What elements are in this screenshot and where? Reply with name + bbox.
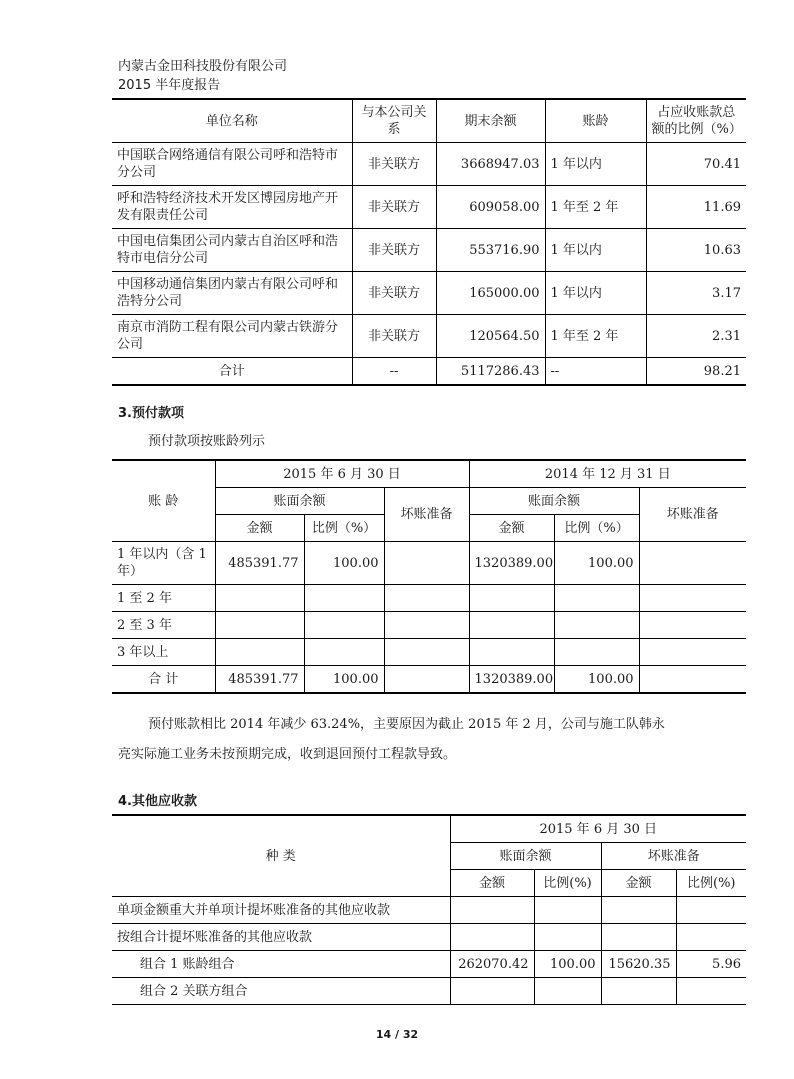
cell-name: 中国移动通信集团内蒙古有限公司呼和浩特分公司	[112, 272, 352, 315]
header-period-2015: 2015 年 6 月 30 日	[215, 460, 469, 488]
cell-amount-2014: 1320389.00	[469, 666, 554, 694]
header-name: 单位名称	[112, 99, 352, 143]
cell-age: 1 年至 2 年	[545, 186, 646, 229]
total-balance: 5117286.43	[436, 358, 545, 386]
cell-ratio-2015: 100.00	[304, 666, 384, 694]
header-amount-2014: 金额	[469, 515, 554, 542]
cell-age: 1 至 2 年	[112, 585, 215, 612]
total-ratio: 98.21	[646, 358, 746, 386]
table-row	[112, 924, 746, 951]
section-3-subtitle: 预付款项按账龄列示	[148, 434, 266, 449]
cell-relation: 非关联方	[352, 143, 436, 186]
cell-ratio: 11.69	[646, 186, 746, 229]
cell-balance: 553716.90	[436, 229, 545, 272]
header-age: 账龄	[545, 99, 646, 143]
cell-ratio: 100.00	[534, 951, 601, 978]
header-balance: 期末余额	[436, 99, 545, 143]
header-bad-amount: 金额	[601, 870, 676, 897]
cell-bad-amount	[601, 978, 676, 1005]
table-row	[112, 315, 746, 358]
header-category: 种 类	[112, 815, 450, 897]
cell-age: 合 计	[112, 666, 215, 694]
cell-bad-ratio	[676, 897, 746, 924]
cell-bad-debt-2015	[384, 612, 469, 639]
cell-ratio	[534, 978, 601, 1005]
section-4-title: 4.其他应收款	[118, 794, 197, 809]
cell-name: 呼和浩特经济技术开发区博园房地产开发有限责任公司	[112, 186, 352, 229]
cell-age: 2 至 3 年	[112, 612, 215, 639]
cell-bad-debt-2014	[639, 542, 746, 585]
cell-ratio: 3.17	[646, 272, 746, 315]
cell-balance: 165000.00	[436, 272, 545, 315]
cell-age: 1 年以内（含 1 年）	[112, 542, 215, 585]
section-3-note-line-1: 预付账款相比 2014 年减少 63.24%，主要原因为截止 2015 年 2 月，公司与施工队韩永	[148, 717, 665, 732]
cell-ratio-2015: 100.00	[304, 542, 384, 585]
total-age: --	[545, 358, 646, 386]
header-bad-ratio: 比例(%)	[676, 870, 746, 897]
cell-category: 组合 1 账龄组合	[112, 951, 450, 978]
cell-amount: 262070.42	[450, 951, 534, 978]
cell-bad-amount	[601, 897, 676, 924]
header-book-balance-2015: 账面余额	[215, 488, 384, 515]
header-bad-debt-2014: 坏账准备	[639, 488, 746, 542]
cell-balance: 609058.00	[436, 186, 545, 229]
cell-amount	[450, 978, 534, 1005]
other-receivables-table	[112, 814, 746, 1005]
cell-balance: 120564.50	[436, 315, 545, 358]
cell-balance: 3668947.03	[436, 143, 545, 186]
cell-amount-2015: 485391.77	[215, 542, 304, 585]
cell-ratio-2014	[554, 585, 639, 612]
table-row	[112, 542, 746, 585]
cell-name: 中国联合网络通信有限公司呼和浩特市分公司	[112, 143, 352, 186]
cell-category: 按组合计提坏账准备的其他应收款	[112, 924, 450, 951]
cell-relation: 非关联方	[352, 315, 436, 358]
cell-bad-ratio	[676, 978, 746, 1005]
cell-bad-ratio: 5.96	[676, 951, 746, 978]
cell-bad-amount	[601, 924, 676, 951]
cell-bad-debt-2015	[384, 666, 469, 694]
table-row	[112, 951, 746, 978]
cell-relation: 非关联方	[352, 186, 436, 229]
cell-name: 南京市消防工程有限公司内蒙古铁游分公司	[112, 315, 352, 358]
cell-category: 组合 2 关联方组合	[112, 978, 450, 1005]
table-row	[112, 612, 746, 639]
table-row	[112, 897, 746, 924]
header-ratio-2014: 比例（%）	[554, 515, 639, 542]
cell-ratio-2014	[554, 612, 639, 639]
table-row	[112, 585, 746, 612]
section-3-title: 3.预付款项	[118, 406, 184, 421]
cell-amount	[450, 924, 534, 951]
cell-bad-debt-2015	[384, 585, 469, 612]
cell-ratio	[534, 924, 601, 951]
header-ratio: 比例(%)	[534, 870, 601, 897]
cell-age: 1 年以内	[545, 229, 646, 272]
header-period-2014: 2014 年 12 月 31 日	[469, 460, 746, 488]
table-row	[112, 639, 746, 666]
cell-name: 中国电信集团公司内蒙古自治区呼和浩特市电信分公司	[112, 229, 352, 272]
cell-bad-debt-2015	[384, 542, 469, 585]
cell-bad-debt-2014	[639, 585, 746, 612]
table-row	[112, 186, 746, 229]
cell-category: 单项金额重大并单项计提坏账准备的其他应收款	[112, 897, 450, 924]
total-row	[112, 666, 746, 694]
cell-age: 1 年以内	[545, 143, 646, 186]
table-row	[112, 978, 746, 1005]
header-ratio-2015: 比例（%）	[304, 515, 384, 542]
cell-age: 1 年以内	[545, 272, 646, 315]
cell-ratio-2015	[304, 639, 384, 666]
cell-amount-2015	[215, 585, 304, 612]
report-title: 2015 半年度报告	[118, 78, 221, 93]
header-ratio: 占应收账款总额的比例（%）	[646, 99, 746, 143]
cell-amount-2015: 485391.77	[215, 666, 304, 694]
receivables-table	[112, 98, 746, 386]
header-bad-debt: 坏账准备	[601, 843, 746, 870]
header-period: 2015 年 6 月 30 日	[450, 815, 746, 843]
cell-amount-2014	[469, 585, 554, 612]
cell-bad-debt-2015	[384, 639, 469, 666]
cell-ratio-2014	[554, 639, 639, 666]
section-3-note-line-2: 亮实际施工业务未按预期完成，收到退回预付工程款导致。	[118, 747, 457, 762]
cell-amount-2015	[215, 612, 304, 639]
total-row	[112, 358, 746, 386]
running-header	[118, 57, 287, 95]
header-book-balance: 账面余额	[450, 843, 601, 870]
cell-relation: 非关联方	[352, 229, 436, 272]
table-row	[112, 272, 746, 315]
company-name: 内蒙古金田科技股份有限公司	[118, 59, 288, 74]
table-row	[112, 143, 746, 186]
cell-bad-debt-2014	[639, 612, 746, 639]
cell-bad-debt-2014	[639, 666, 746, 694]
cell-ratio-2015	[304, 612, 384, 639]
cell-relation: 非关联方	[352, 272, 436, 315]
cell-ratio-2014: 100.00	[554, 666, 639, 694]
cell-age: 1 年至 2 年	[545, 315, 646, 358]
cell-ratio-2015	[304, 585, 384, 612]
header-amount-2015: 金额	[215, 515, 304, 542]
header-relation: 与本公司关系	[352, 99, 436, 143]
total-relation: --	[352, 358, 436, 386]
cell-amount	[450, 897, 534, 924]
cell-bad-amount: 15620.35	[601, 951, 676, 978]
header-book-balance-2014: 账面余额	[469, 488, 639, 515]
total-label: 合计	[112, 358, 352, 386]
cell-ratio	[534, 897, 601, 924]
cell-bad-ratio	[676, 924, 746, 951]
page-number: 14 / 32	[375, 1028, 419, 1041]
cell-amount-2014	[469, 612, 554, 639]
prepayments-table	[112, 459, 746, 694]
cell-ratio-2014: 100.00	[554, 542, 639, 585]
table-row	[112, 229, 746, 272]
header-amount: 金额	[450, 870, 534, 897]
cell-amount-2015	[215, 639, 304, 666]
cell-ratio: 70.41	[646, 143, 746, 186]
cell-bad-debt-2014	[639, 639, 746, 666]
cell-amount-2014	[469, 639, 554, 666]
cell-amount-2014: 1320389.00	[469, 542, 554, 585]
cell-age: 3 年以上	[112, 639, 215, 666]
cell-ratio: 10.63	[646, 229, 746, 272]
header-age: 账 龄	[112, 460, 215, 542]
header-bad-debt-2015: 坏账准备	[384, 488, 469, 542]
cell-ratio: 2.31	[646, 315, 746, 358]
